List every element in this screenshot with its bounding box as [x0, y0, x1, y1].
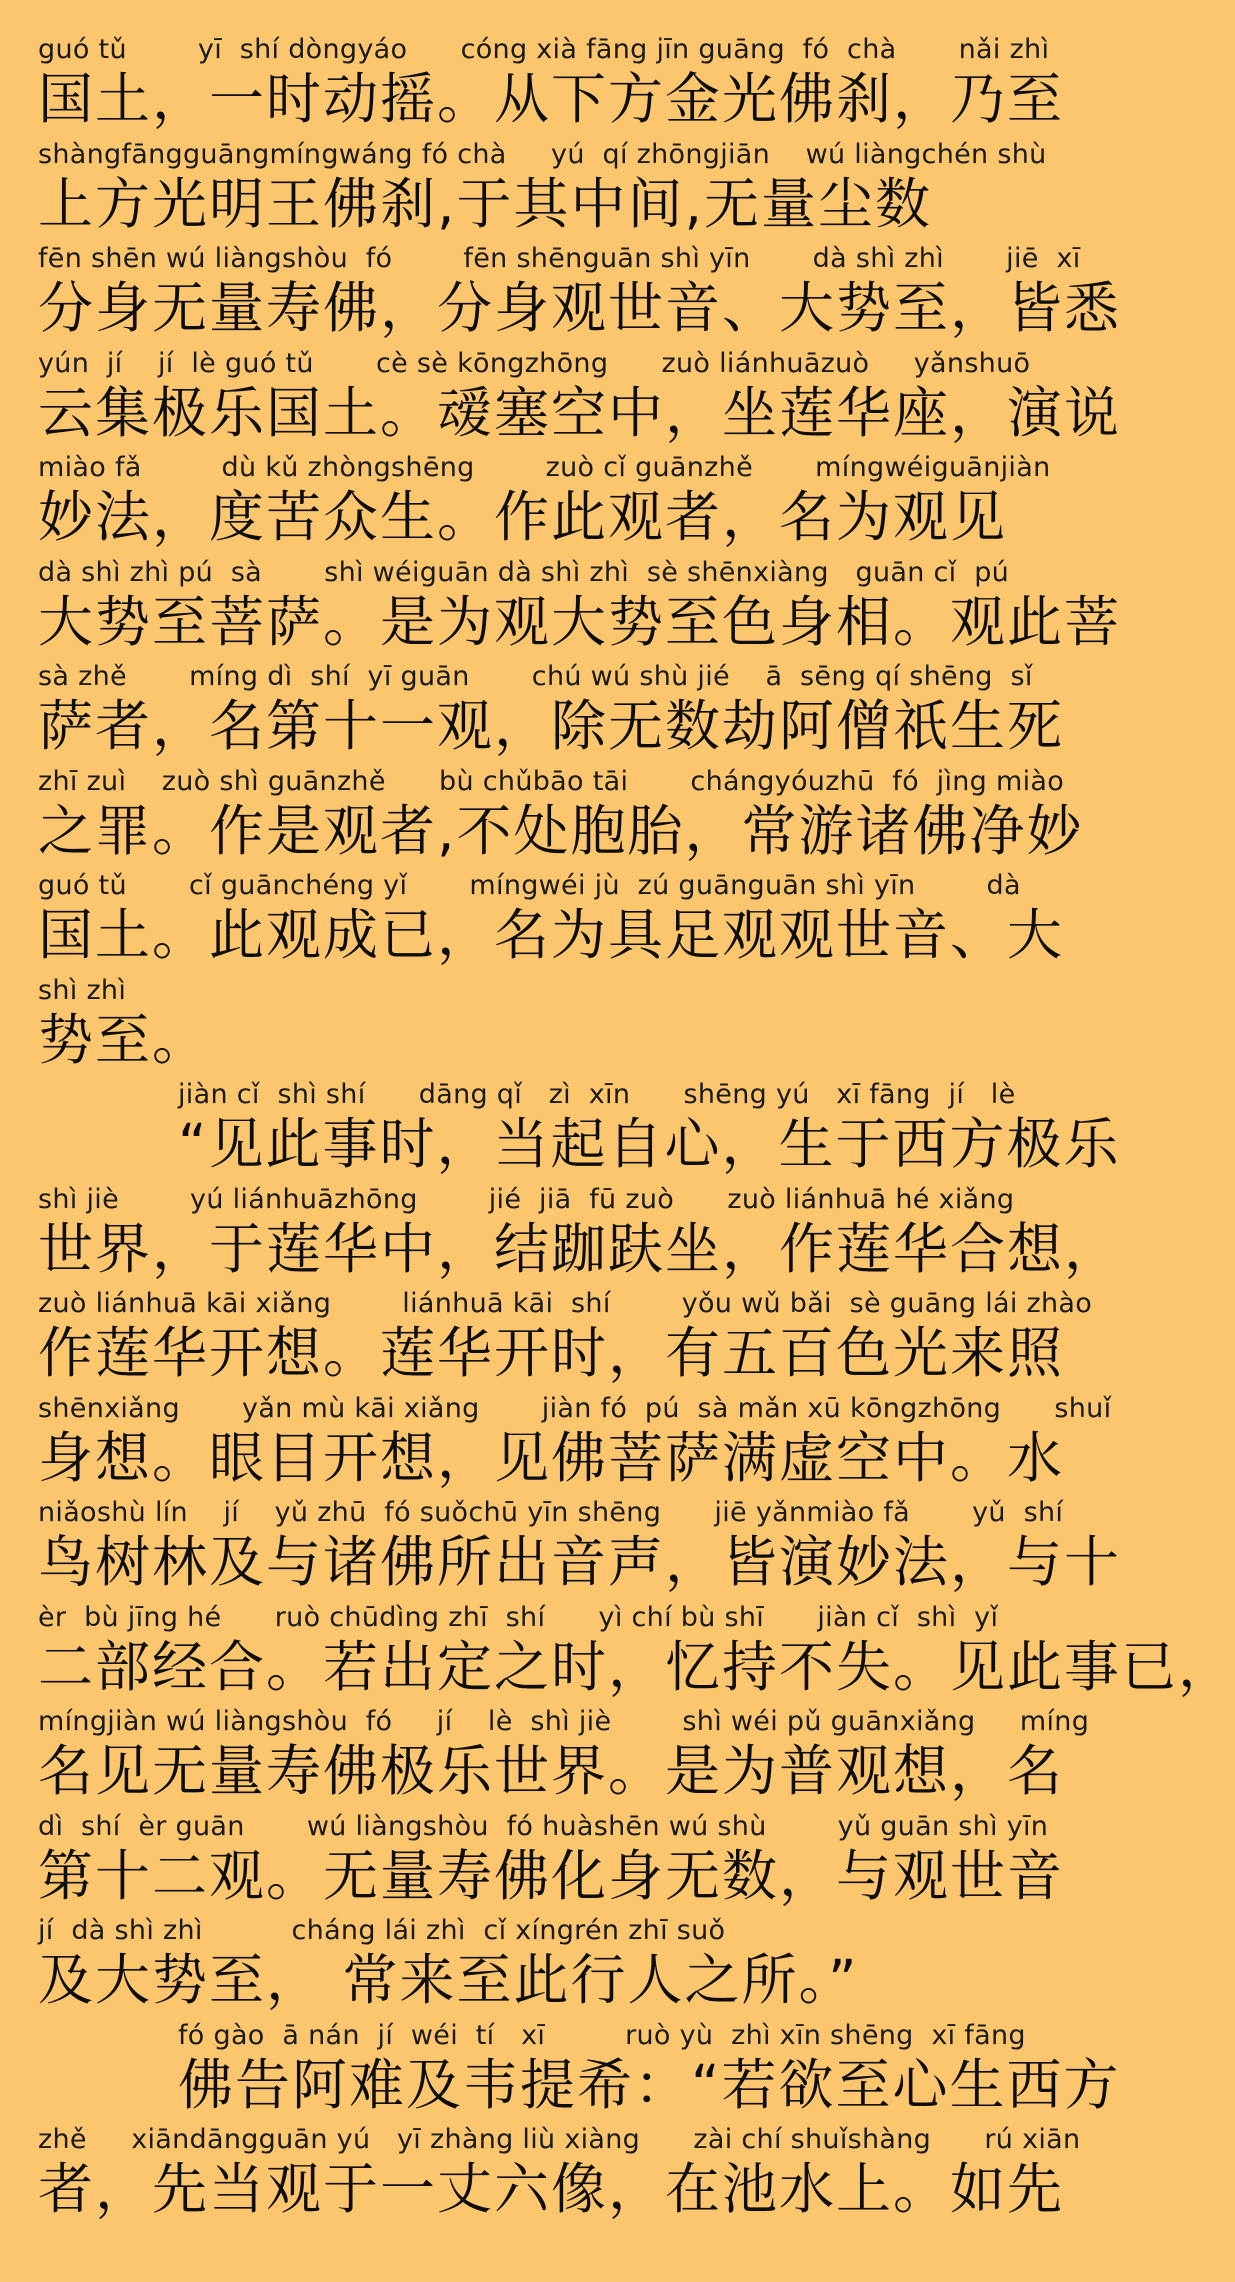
text-line: [38, 137, 1047, 242]
hanzi-row: 世界，于莲华中，结跏趺坐，作莲华合想，: [38, 1216, 1122, 1281]
hanzi-row: 佛告阿难及韦提希：“若欲至心生西方: [178, 2052, 1121, 2117]
text-line: [38, 1286, 1093, 1391]
paragraph-2: [38, 1077, 1121, 1182]
paragraph-1: [38, 32, 1122, 1077]
pinyin-row: niǎoshù lín jí yǔ zhū fó suǒchū yīn shēng jiē yǎnmiào fǎ yǔ shí: [38, 1497, 1064, 1528]
pinyin-row: dì shí èr guān wú liàngshòu fó huàshēn wú shù yǔ guān shì yīn: [38, 1810, 1049, 1842]
hanzi-row: 第十二观。无量寿佛化身无数，与观世音: [38, 1843, 1065, 1908]
text-line: [38, 2122, 1081, 2227]
hanzi-row: 作莲华开想。莲华开时，有五百色光来照: [38, 1321, 1065, 1385]
pinyin-row: shì jiè yú liánhuāzhōng jié jiā fū zuò zuò liánhuā hé xiǎng: [38, 1183, 1015, 1215]
text-line: [38, 868, 1065, 973]
pinyin-row: míngjiàn wú liàngshòu fó jí lè shì jiè shì wéi pǔ guānxiǎng míng: [38, 1706, 1090, 1737]
hanzi-row: 大势至菩萨。是为观大势至色身相。观此菩: [38, 589, 1122, 654]
hanzi-row: 国土。此观成已，名为具足观观世音、大: [38, 903, 1065, 967]
pinyin-row: jí dà shì zhì cháng lái zhì cǐ xíngrén zhī suǒ: [38, 1915, 726, 1946]
text-line: [38, 555, 1122, 660]
pinyin-row: èr bù jīng hé ruò chūdìng zhī shí yì chí bù shī jiàn cǐ shì yǐ: [38, 1601, 999, 1633]
text-line: [38, 450, 1051, 555]
text-line: [38, 1182, 1122, 1287]
pinyin-row: fēn shēn wú liàngshòu fó fēn shēnguān shì yīn dà shì zhì jiē xī: [38, 243, 1081, 274]
pinyin-row: miào fǎ dù kǔ zhòngshēng zuò cǐ guānzhě míngwéiguānjiàn: [38, 452, 1051, 483]
pinyin-row: zuò liánhuā kāi xiǎng liánhuā kāi shí yǒu wǔ bǎi sè guāng lái zhào: [38, 1288, 1093, 1319]
hanzi-row: 妙法，度苦众生。作此观者，名为观见: [38, 485, 1008, 549]
hanzi-row: 云集极乐国土。叆塞空中，坐莲华座，演说: [38, 380, 1122, 445]
pinyin-row: zhī zuì zuò shì guānzhě bù chǔbāo tāi chángyóuzhū fó jìng miào: [38, 765, 1065, 797]
paragraph-4: [38, 2018, 1121, 2123]
pinyin-row: shēnxiǎng yǎn mù kāi xiǎng jiàn fó pú sà mǎn xū kōngzhōng shuǐ: [38, 1392, 1112, 1424]
hanzi-row: 鸟树林及与诸佛所出音声，皆演妙法，与十: [38, 1530, 1122, 1594]
text-line: [38, 973, 1040, 1078]
hanzi-row: 名见无量寿佛极乐世界。是为普观想，名: [38, 1739, 1065, 1803]
hanzi-row: 之罪。作是观者,不处胞胎，常游诸佛净妙: [38, 798, 1084, 863]
paragraph-3: [38, 1182, 1235, 2018]
hanzi-row: 势至。: [38, 1007, 210, 1072]
pinyin-row: jiàn cǐ shì shí dāng qǐ zì xīn shēng yú xī fāng jí lè: [178, 1079, 1016, 1110]
pinyin-row: dà shì zhì pú sà shì wéiguān dà shì zhì sè shēnxiàng guān cǐ pú: [38, 556, 1010, 588]
hanzi-row: 者，先当观于一丈六像，在池水上。如先: [38, 2157, 1065, 2221]
text-line: [38, 241, 1122, 346]
hanzi-row: 身想。眼目开想，见佛菩萨满虚空中。水: [38, 1425, 1065, 1490]
text-line: [38, 1600, 1235, 1705]
hanzi-row: “见此事时，当起自心，生于西方极乐: [178, 1112, 1121, 1176]
hanzi-row: 及大势至， 常来至此行人之所。”: [38, 1948, 859, 2012]
hanzi-row: 二部经合。若出定之时，忆持不失。见此事已，: [38, 1634, 1235, 1699]
text-line: [38, 1495, 1122, 1600]
pinyin-row: guó tǔ cǐ guānchéng yǐ míngwéi jù zú guānguān shì yīn dà: [38, 870, 1021, 901]
pinyin-row: guó tǔ yī shí dòngyáo cóng xià fāng jīn guāng fó chà nǎi zhì: [38, 34, 1050, 65]
pinyin-row: shàngfāngguāngmíngwáng fó chà yú qí zhōngjiān wú liàngchén shù: [38, 138, 1047, 170]
pinyin-row: sà zhě míng dì shí yī guān chú wú shù jié ā sēng qí shēng sǐ: [38, 661, 1033, 692]
text-line: [38, 32, 1065, 137]
pinyin-row: zhě xiāndāngguān yú yī zhàng liù xiàng zài chí shuǐshàng rú xiān: [38, 2124, 1081, 2155]
paragraph-5: [38, 2122, 1081, 2227]
text-line: [38, 2018, 1121, 2123]
pinyin-row: fó gào ā nán jí wéi tí xī ruò yù zhì xīn shēng xī fāng: [178, 2019, 1026, 2051]
hanzi-row: 分身无量寿佛，分身观世音、大势至，皆悉: [38, 276, 1122, 340]
text-line: [38, 1077, 1121, 1182]
text-line: [38, 1391, 1112, 1496]
text-line: [38, 346, 1122, 451]
hanzi-row: 国土，一时动摇。从下方金光佛刹，乃至: [38, 67, 1065, 131]
text-line: [38, 659, 1065, 764]
text-line: [38, 1704, 1090, 1809]
hanzi-row: 上方光明王佛刹,于其中间,无量尘数: [38, 171, 932, 236]
text-line: [38, 764, 1084, 869]
text-line: [38, 1809, 1065, 1914]
pinyin-row: yún jí jí lè guó tǔ cè sè kōngzhōng zuò liánhuāzuò yǎnshuō: [38, 347, 1031, 379]
pinyin-row: shì zhì: [38, 974, 127, 1006]
text-line: [38, 1913, 1040, 2018]
hanzi-row: 萨者，名第十一观，除无数劫阿僧祇生死: [38, 694, 1065, 758]
